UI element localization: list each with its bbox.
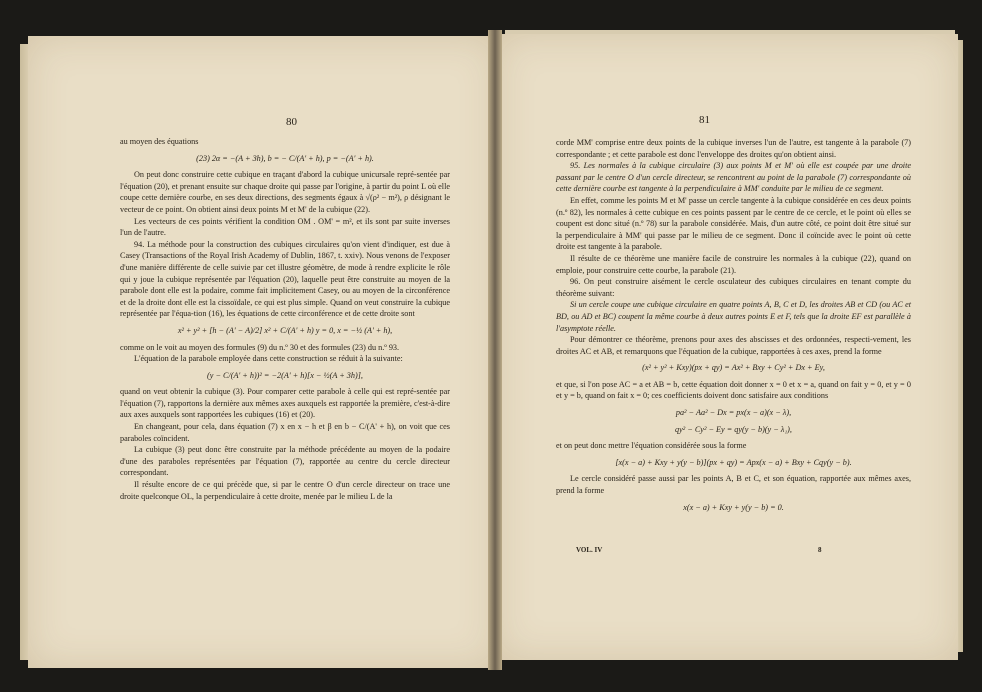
equation: x(x − a) + Kxy + y(y − b) = 0. [683, 502, 784, 512]
paragraph: En changeant, pour cela, dans équation (7) x en x − h et β en b − C/(A' + h), on voit que ces paraboles coïncident. [120, 422, 450, 443]
paragraph: comme on le voit au moyen des formules (9) du n.º 30 et des formules (23) du n.º 93. [120, 342, 400, 352]
equation: pa² − Aa² − Dx = px(x − a)(x − λ), [675, 408, 792, 418]
paragraph: Le cercle considéré passe aussi par les points A, B et C, et son équation, rapportée aux mêmes axes, prend la forme [556, 474, 911, 496]
paragraph: 94. La méthode pour la construction des cubiques circulaires qu'on vient d'indiquer, est due à Casey (Transactions of the Royal Irish Academy of Dublin, 1867, t. xxiv). Nous venons de l'exposer d'une manière différente de celle suivie par cet illustre géomètre, de mode à rendre explicite le rôle qui y joue la cubique représentée par l'équation (20), laquelle peut être construite au moyen de la parabole dont elle est la podaire, comme fait implicitement Casey, ou au moyen de la circonférence et de la droite dont elle est la cissoïdale, ce qui est plus simple. Quand on veut construire la cubique représentée par l'équa-tion (16), les équations de cette circonférence et de cette droite sont [120, 239, 450, 319]
paragraph: et que, si l'on pose AC = a et AB = b, cette équation doit donner x = 0 et x = a, quand on fait y = 0, et y = 0 et y = b, quand on fait x = 0; ces coefficients doivent donc satisfaire aux conditions [556, 379, 911, 401]
paragraph: En effet, comme les points M et M' passe un cercle tangente à la cubique considérée en ces deux points (n.º 82), les normales à cette cubique en ces points passent par le centre de ce cercle, et le point où elles se coupent est donc situé (n.º 78) sur la parabole considérée. Mais, d'un autre côté, ce point doit être situé sur la perpendiculaire à MM' qui passe par le milieu de ce segment. Donc il coïncide avec le point où cette droite est tangente à la parabole. [556, 195, 911, 252]
paragraph: Pour démontrer ce théorème, prenons pour axes des abscisses et des ordonnées, respecti-vement, les droites AC et AB, et remarquons que l'équation de la cubique, rapportées à ces axes, prend la forme [556, 335, 911, 356]
left-page [28, 36, 498, 668]
page-number-right: 81 [699, 114, 710, 126]
footer-signature: 8 [818, 546, 822, 554]
paragraph: 96. On peut construire aisément le cercle osculateur des cubiques circulaires en tenant compte du théorème suivant: [556, 277, 911, 298]
book-gutter [488, 30, 502, 670]
paragraph: Il résulte encore de ce qui précède que, si par le centre O d'un cercle directeur on trace une droite quelconque OL, la perpendiculaire à cette droite, menée par le milieu L de la [120, 480, 450, 501]
page-number-left: 80 [286, 116, 297, 128]
equation: (23) 2α = −(A + 3h), b = − C/(A' + h), p = −(A' + h). [196, 153, 374, 163]
paragraph: corde MM' comprise entre deux points de la cubique inverses l'un de l'autre, est tangente à la parabole (7) correspondante ; et cette parabole est donc l'enveloppe des droites qu'on obtient ainsi. [556, 138, 911, 159]
paragraph: au moyen des équations [120, 137, 199, 146]
equation: [x(x − a) + Kxy + y(y − b)](px + qy) = Apx(x − a) + Bxy + Cqy(y − b). [615, 457, 852, 467]
equation: (x² + y² + Kxy)(px + qy) = Ax² + Bxy + Cy² + Dx + Ey, [642, 363, 825, 373]
footer-volume: VOL. IV [576, 546, 603, 554]
equation: qy² − Cy² − Ey = qy(y − b)(y − λ₁), [675, 424, 792, 434]
paragraph: Si un cercle coupe une cubique circulaire en quatre points A, B, C et D, les droites AB et CD (ou AC et BD, ou AD et BC) coupent la même courbe à deux autres points E et F, tels que la droite EF est parallèle à l'asymptote réelle. [556, 300, 911, 333]
paragraph: Les vecteurs de ces points vérifient la condition OM . OM' = m², et ils sont par suite inverses l'un de l'autre. [120, 216, 450, 238]
paragraph: L'équation de la parabole employée dans cette construction se réduit à la suivante: [134, 354, 403, 364]
equation: (y − C/(A' + h))² = −2(A' + h)[x − ½(A + 3h)], [207, 370, 363, 380]
paragraph: Il résulte de ce théorème une manière facile de construire les normales à la cubique (22), quand on emploie, pour construire cette courbe, la parabole (21). [556, 253, 911, 275]
equation: x² + y² + [h − (A' − A)/2] x² + C/(A' + h) y = 0, x = −½ (A' + h), [177, 325, 393, 335]
paragraph: quand on veut obtenir la cubique (3). Pour comparer cette parabole à celle qui est repré-sentée par l'équation (7), rapportons la dernière aux mêmes axes auxquels est rapportée la première, c'est-à-dire aux axes auxquels sont rapportées les cubiques (16) et (20). [120, 387, 450, 420]
left-page-text [120, 136, 450, 502]
paragraph: La cubique (3) peut donc être construite par la méthode précédente au moyen de la podaire d'une des paraboles représentées par l'équation (7), rapportée au centre du cercle directeur correspondant. [120, 445, 450, 478]
paragraph: et on peut donc mettre l'équation considérée sous la forme [556, 441, 747, 451]
paragraph: 95. Les normales à la cubique circulaire (3) aux points M et M' où elle est coupée par une droite passant par le centre O d'un cercle directeur, se rencontrent au point de la parabole (7) correspondante où cette dernière courbe est tangente à la perpendiculaire à MM' conduite par le milieu de ce segment. [556, 161, 911, 194]
paragraph: On peut donc construire cette cubique en traçant d'abord la cubique unicursale repré-sentée par l'équation (20), et prenant ensuite sur chaque droite qui passe par l'origine, à partir du point L où elle coupe cette dernière courbe, en ses deux directions, des segments égaux à √(ρ² − m²), ρ désignant le vecteur de ce point. On obtient ainsi deux points M et M' de la cubique (22). [120, 170, 450, 214]
right-page [496, 34, 958, 660]
right-page-text [556, 137, 911, 518]
